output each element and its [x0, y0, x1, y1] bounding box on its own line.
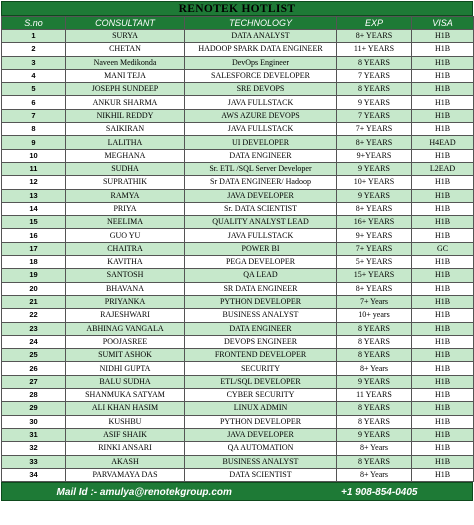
cell-exp: 7+ YEARS: [337, 242, 412, 255]
cell-sno: 32: [2, 442, 66, 455]
cell-technology: JAVA DEVELOPER: [185, 428, 337, 441]
cell-visa: H1B: [412, 83, 474, 96]
cell-technology: DATA ENGINEER: [185, 322, 337, 335]
cell-visa: H1B: [412, 455, 474, 468]
cell-visa: H1B: [412, 96, 474, 109]
cell-consultant: SURYA: [66, 30, 185, 43]
cell-visa: H1B: [412, 149, 474, 162]
cell-exp: 7 YEARS: [337, 69, 412, 82]
cell-visa: H1B: [412, 415, 474, 428]
table-row: [2, 269, 474, 282]
cell-visa: H1B: [412, 123, 474, 136]
cell-technology: JAVA FULLSTACK: [185, 229, 337, 242]
cell-exp: 8+ YEARS: [337, 282, 412, 295]
table-row: [2, 256, 474, 269]
table-row: [2, 216, 474, 229]
cell-visa: H1B: [412, 362, 474, 375]
cell-exp: 7 YEARS: [337, 109, 412, 122]
cell-sno: 4: [2, 69, 66, 82]
cell-visa: H1B: [412, 176, 474, 189]
cell-sno: 9: [2, 136, 66, 149]
cell-sno: 10: [2, 149, 66, 162]
cell-technology: PYTHON DEVELOPER: [185, 295, 337, 308]
cell-sno: 30: [2, 415, 66, 428]
cell-sno: 12: [2, 176, 66, 189]
table-row: [2, 389, 474, 402]
cell-consultant: BALU SUDHA: [66, 375, 185, 388]
cell-technology: ETL/SQL DEVELOPER: [185, 375, 337, 388]
table-row: [2, 136, 474, 149]
cell-sno: 17: [2, 242, 66, 255]
cell-consultant: BHAVANA: [66, 282, 185, 295]
cell-consultant: RAMYA: [66, 189, 185, 202]
table-row: [2, 69, 474, 82]
cell-exp: 10+ YEARS: [337, 176, 412, 189]
cell-visa: L2EAD: [412, 162, 474, 175]
cell-sno: 7: [2, 109, 66, 122]
header-technology: TECHNOLOGY: [185, 17, 337, 30]
table-row: [2, 402, 474, 415]
cell-exp: 15+ YEARS: [337, 269, 412, 282]
cell-visa: H1B: [412, 295, 474, 308]
cell-visa: H1B: [412, 428, 474, 441]
cell-sno: 26: [2, 362, 66, 375]
header-consultant: CONSULTANT: [66, 17, 185, 30]
cell-visa: GC: [412, 242, 474, 255]
cell-consultant: CHETAN: [66, 43, 185, 56]
cell-consultant: LALITHA: [66, 136, 185, 149]
table-row: [2, 455, 474, 468]
cell-visa: H1B: [412, 468, 474, 481]
cell-sno: 33: [2, 455, 66, 468]
cell-sno: 20: [2, 282, 66, 295]
cell-consultant: AKASH: [66, 455, 185, 468]
cell-consultant: KUSHBU: [66, 415, 185, 428]
cell-technology: Sr DATA ENGINEER/ Hadoop: [185, 176, 337, 189]
table-row: [2, 335, 474, 348]
cell-visa: H1B: [412, 375, 474, 388]
cell-exp: 9+YEARS: [337, 149, 412, 162]
table-row: [2, 56, 474, 69]
cell-technology: JAVA DEVELOPER: [185, 189, 337, 202]
cell-technology: PYTHON DEVELOPER: [185, 415, 337, 428]
cell-technology: HADOOP SPARK DATA ENGINEER: [185, 43, 337, 56]
cell-consultant: ASIF SHAIK: [66, 428, 185, 441]
cell-sno: 18: [2, 256, 66, 269]
table-row: [2, 30, 474, 43]
cell-visa: H4EAD: [412, 136, 474, 149]
cell-visa: H1B: [412, 256, 474, 269]
table-row: [2, 282, 474, 295]
cell-sno: 6: [2, 96, 66, 109]
cell-visa: H1B: [412, 216, 474, 229]
cell-sno: 8: [2, 123, 66, 136]
table-row: [2, 162, 474, 175]
mail-contact[interactable]: Mail Id :- amulya@renotekgroup.com: [56, 487, 232, 499]
cell-consultant: PRIYANKA: [66, 295, 185, 308]
cell-consultant: POOJASREE: [66, 335, 185, 348]
cell-sno: 27: [2, 375, 66, 388]
cell-exp: 11 YEARS: [337, 389, 412, 402]
cell-exp: 8 YEARS: [337, 349, 412, 362]
table-row: [2, 428, 474, 441]
cell-visa: H1B: [412, 109, 474, 122]
table-row: [2, 362, 474, 375]
table-row: [2, 349, 474, 362]
cell-sno: 14: [2, 202, 66, 215]
cell-technology: SRE DEVOPS: [185, 83, 337, 96]
cell-exp: 5+ YEARS: [337, 256, 412, 269]
cell-sno: 25: [2, 349, 66, 362]
table-row: [2, 295, 474, 308]
cell-consultant: KAVITHA: [66, 256, 185, 269]
cell-technology: LINUX ADMIN: [185, 402, 337, 415]
table-row: [2, 43, 474, 56]
cell-visa: H1B: [412, 229, 474, 242]
cell-consultant: ANKUR SHARMA: [66, 96, 185, 109]
cell-consultant: SUDHA: [66, 162, 185, 175]
cell-exp: 7+ Years: [337, 295, 412, 308]
phone-contact[interactable]: +1 908-854-0405: [340, 487, 418, 499]
cell-sno: 16: [2, 229, 66, 242]
cell-visa: H1B: [412, 322, 474, 335]
header-visa: VISA: [412, 17, 474, 30]
cell-exp: 9 YEARS: [337, 375, 412, 388]
table-row: [2, 189, 474, 202]
cell-visa: H1B: [412, 349, 474, 362]
cell-exp: 16+ YEARS: [337, 216, 412, 229]
table-row: [2, 176, 474, 189]
cell-visa: H1B: [412, 442, 474, 455]
cell-consultant: ALI KHAN HASIM: [66, 402, 185, 415]
cell-technology: PEGA DEVELOPER: [185, 256, 337, 269]
cell-consultant: SAIKIRAN: [66, 123, 185, 136]
cell-visa: H1B: [412, 43, 474, 56]
cell-consultant: MEGHANA: [66, 149, 185, 162]
cell-exp: 8+ Years: [337, 468, 412, 481]
cell-sno: 2: [2, 43, 66, 56]
cell-exp: 8 YEARS: [337, 83, 412, 96]
header-exp: EXP: [337, 17, 412, 30]
table-row: [2, 96, 474, 109]
cell-sno: 22: [2, 309, 66, 322]
cell-consultant: NIDHI GUPTA: [66, 362, 185, 375]
cell-visa: H1B: [412, 335, 474, 348]
cell-consultant: NIKHIL REDDY: [66, 109, 185, 122]
table-row: [2, 149, 474, 162]
cell-technology: FRONTEND DEVELOPER: [185, 349, 337, 362]
cell-exp: 11+ YEARS: [337, 43, 412, 56]
cell-exp: 7+ YEARS: [337, 123, 412, 136]
cell-technology: SECURITY: [185, 362, 337, 375]
cell-visa: H1B: [412, 56, 474, 69]
cell-consultant: RINKI ANSARI: [66, 442, 185, 455]
cell-technology: CYBER SECURITY: [185, 389, 337, 402]
cell-technology: DATA ENGINEER: [185, 149, 337, 162]
cell-technology: SALESFORCE DEVELOPER: [185, 69, 337, 82]
hotlist-sheet: [1, 1, 473, 501]
cell-consultant: NEELIMA: [66, 216, 185, 229]
cell-exp: 9 YEARS: [337, 189, 412, 202]
cell-visa: H1B: [412, 69, 474, 82]
cell-visa: H1B: [412, 402, 474, 415]
cell-visa: H1B: [412, 309, 474, 322]
cell-sno: 24: [2, 335, 66, 348]
cell-sno: 34: [2, 468, 66, 481]
cell-consultant: ABHINAG VANGALA: [66, 322, 185, 335]
cell-exp: 8 YEARS: [337, 455, 412, 468]
cell-exp: 8+ YEARS: [337, 202, 412, 215]
cell-technology: BUSINESS ANALYST: [185, 309, 337, 322]
cell-consultant: PARVAMAYA DAS: [66, 468, 185, 481]
cell-consultant: PRIYA: [66, 202, 185, 215]
cell-exp: 9 YEARS: [337, 428, 412, 441]
cell-technology: DATA ANALYST: [185, 30, 337, 43]
cell-technology: JAVA FULLSTACK: [185, 123, 337, 136]
contact-footer: [1, 482, 473, 501]
cell-visa: H1B: [412, 202, 474, 215]
cell-sno: 1: [2, 30, 66, 43]
cell-technology: UI DEVELOPER: [185, 136, 337, 149]
cell-exp: 8 YEARS: [337, 402, 412, 415]
cell-exp: 8 YEARS: [337, 335, 412, 348]
table-row: [2, 322, 474, 335]
cell-technology: Sr. DATA SCIENTIST: [185, 202, 337, 215]
cell-technology: DATA SCIENTIST: [185, 468, 337, 481]
cell-visa: H1B: [412, 189, 474, 202]
table-row: [2, 468, 474, 481]
cell-visa: H1B: [412, 282, 474, 295]
cell-sno: 29: [2, 402, 66, 415]
cell-sno: 23: [2, 322, 66, 335]
cell-exp: 8+ YEARS: [337, 30, 412, 43]
table-body: [2, 17, 474, 482]
table-row: [2, 442, 474, 455]
cell-exp: 8+ Years: [337, 362, 412, 375]
cell-sno: 13: [2, 189, 66, 202]
cell-technology: DevOps Engineer: [185, 56, 337, 69]
cell-sno: 21: [2, 295, 66, 308]
cell-consultant: SANTOSH: [66, 269, 185, 282]
cell-exp: 9 YEARS: [337, 162, 412, 175]
cell-consultant: SUPRATHIK: [66, 176, 185, 189]
cell-consultant: RAJESHWARI: [66, 309, 185, 322]
table-row: [2, 109, 474, 122]
cell-consultant: Naveen Medikonda: [66, 56, 185, 69]
table-row: [2, 229, 474, 242]
cell-visa: H1B: [412, 389, 474, 402]
cell-consultant: MANI TEJA: [66, 69, 185, 82]
cell-sno: 3: [2, 56, 66, 69]
cell-consultant: SUMIT ASHOK: [66, 349, 185, 362]
table-row: [2, 415, 474, 428]
table-header-row: [2, 17, 474, 30]
cell-technology: QUALITY ANALYST LEAD: [185, 216, 337, 229]
cell-exp: 10+ years: [337, 309, 412, 322]
cell-consultant: SHANMUKA SATYAM: [66, 389, 185, 402]
cell-technology: BUSINESS ANALYST: [185, 455, 337, 468]
cell-technology: POWER BI: [185, 242, 337, 255]
cell-technology: JAVA FULLSTACK: [185, 96, 337, 109]
cell-consultant: JOSEPH SUNDEEP: [66, 83, 185, 96]
cell-technology: DEVOPS ENGINEER: [185, 335, 337, 348]
cell-sno: 31: [2, 428, 66, 441]
table-row: [2, 83, 474, 96]
cell-visa: H1B: [412, 30, 474, 43]
table-row: [2, 375, 474, 388]
header-sno: S.no: [2, 17, 66, 30]
cell-technology: SR DATA ENGINEER: [185, 282, 337, 295]
cell-sno: 19: [2, 269, 66, 282]
cell-exp: 8+ YEARS: [337, 136, 412, 149]
cell-consultant: GUO YU: [66, 229, 185, 242]
table-row: [2, 309, 474, 322]
cell-exp: 8 YEARS: [337, 56, 412, 69]
cell-exp: 9+ YEARS: [337, 229, 412, 242]
cell-sno: 11: [2, 162, 66, 175]
cell-visa: H1B: [412, 269, 474, 282]
table-row: [2, 202, 474, 215]
cell-consultant: CHAITRA: [66, 242, 185, 255]
cell-technology: AWS AZURE DEVOPS: [185, 109, 337, 122]
cell-exp: 9 YEARS: [337, 96, 412, 109]
table-row: [2, 242, 474, 255]
table-row: [2, 123, 474, 136]
cell-technology: QA AUTOMATION: [185, 442, 337, 455]
cell-exp: 8+ Years: [337, 442, 412, 455]
sheet-title: RENOTEK HOTLIST: [1, 1, 473, 16]
cell-sno: 28: [2, 389, 66, 402]
cell-technology: Sr. ETL /SQL Server Developer: [185, 162, 337, 175]
hotlist-table: [1, 16, 474, 482]
cell-technology: QA LEAD: [185, 269, 337, 282]
cell-exp: 8 YEARS: [337, 415, 412, 428]
cell-sno: 15: [2, 216, 66, 229]
cell-exp: 8 YEARS: [337, 322, 412, 335]
cell-sno: 5: [2, 83, 66, 96]
